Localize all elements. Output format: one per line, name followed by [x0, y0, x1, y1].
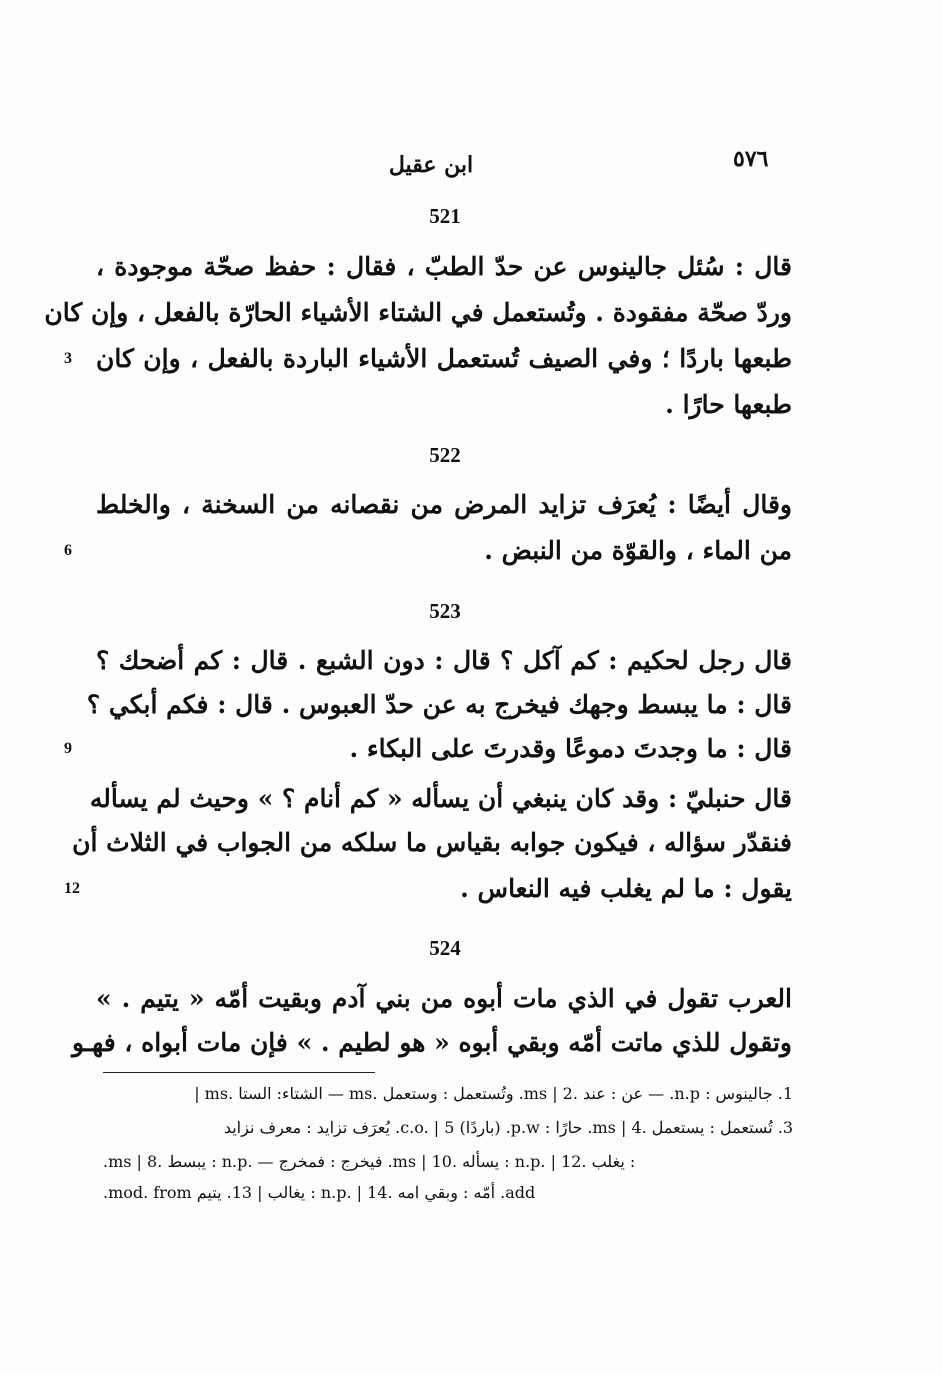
- footnote-line: .mod. from يغالب | 13. يتيم : n.p. | 14. أمّه : وبقي امه .add: [103, 1183, 536, 1202]
- text-line: وردّ صحّة مفقودة . وتُستعمل في الشتاء الأشياء الحارّة بالفعل ، وإن كان: [44, 298, 792, 327]
- line-number: 12: [64, 880, 80, 897]
- section-number: 521: [429, 204, 461, 228]
- text-line: وقال أيضًا : يُعرَف تزايد المرض من نقصانه من السخنة ، والخلط: [96, 490, 792, 519]
- text-line: قال رجل لحكيم : كم آكل ؟ قال : دون الشبع . قال : كم أضحك ؟: [96, 646, 792, 675]
- text-line: طبعها حارًا .: [665, 390, 792, 419]
- footnote-line: .ms | 8. يبسط : n.p. — فيخرج : فمخرج .ms | 10. يسأله : n.p. | 12. يغلب :: [103, 1152, 636, 1171]
- text-line: العرب تقول في الذي مات أبوه من بني آدم وبقيت أمّه « يتيم . »: [96, 984, 792, 1013]
- text-line: من الماء ، والقوّة من النبض .: [484, 536, 792, 565]
- section-number: 524: [429, 936, 461, 960]
- text-line: قال : سُئل جالينوس عن حدّ الطبّ ، فقال : حفظ صحّة موجودة ،: [96, 252, 792, 281]
- text-line: وتقول للذي ماتت أمّه وبقي أبوه « هو لطيم . » فإن مات أبواه ، فهـو: [71, 1028, 792, 1057]
- text-line: قال حنبليّ : وقد كان ينبغي أن يسأله « كم أنام ؟ » وحيث لم يسأله: [89, 784, 792, 813]
- running-title: ابن عقيل: [388, 152, 474, 178]
- section-number: 523: [429, 599, 461, 623]
- text-line: طبعها باردًا ؛ وفي الصيف تُستعمل الأشياء الباردة بالفعل ، وإن كان: [96, 344, 792, 373]
- line-number: 6: [64, 542, 72, 559]
- line-number: 9: [64, 740, 72, 757]
- text-line: قال : ما يبسط وجهك فيخرج به عن حدّ العبوس . قال : فكم أبكي ؟: [86, 690, 792, 719]
- page-number: ٥٧٦: [733, 146, 769, 172]
- text-line: قال : ما وجدتَ دموعًا وقدرتَ على البكاء .: [349, 734, 792, 763]
- text-line: فنقدّر سؤاله ، فيكون جوابه بقياس ما سلكه من الجواب في الثلاث أن: [72, 828, 792, 857]
- line-number: 3: [64, 350, 72, 367]
- footnote-line: 3. تُستعمل : يستعمل .ms | 4. حارًا : p.w. (باردًا) c.o. | 5. يُعرَف تزايد : معرف نزايد: [223, 1118, 793, 1137]
- footnote-line: 1. جالينوس : n.p. — عن : عند .ms | 2. وتُستعمل : وستعمل .ms — الشتاء: الستا .ms |: [194, 1084, 793, 1103]
- text-line: يقول : ما لم يغلب فيه النعاس .: [460, 874, 792, 903]
- section-number: 522: [429, 443, 461, 467]
- footnote-rule: [103, 1072, 375, 1073]
